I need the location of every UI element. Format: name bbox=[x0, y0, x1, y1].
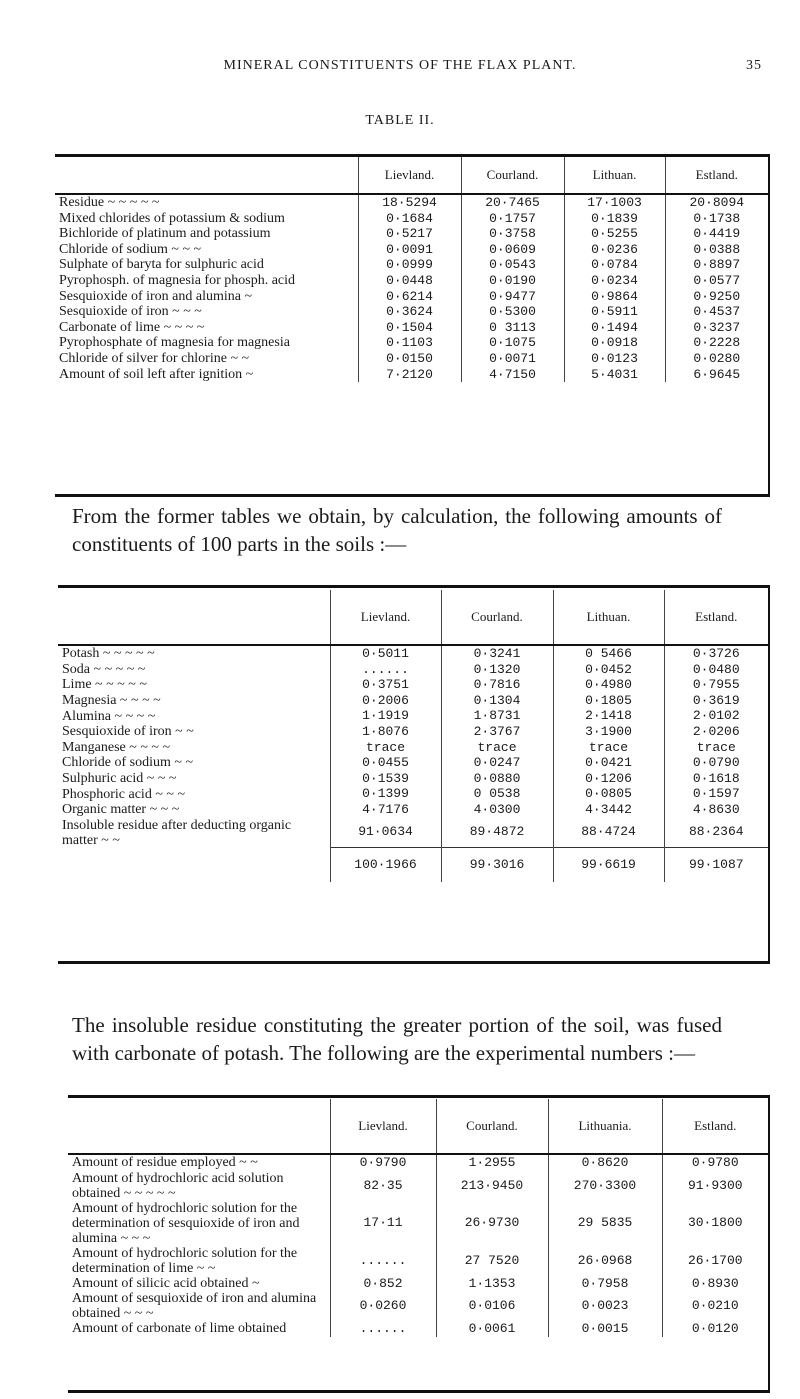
cell-value: 1·2955 bbox=[436, 1154, 548, 1171]
row-label: Manganese ~ ~ ~ ~ bbox=[62, 739, 171, 755]
row-label: Magnesia ~ ~ ~ ~ bbox=[62, 693, 161, 709]
cell-value: 4·3442 bbox=[553, 802, 664, 818]
cell-value: 0·9780 bbox=[662, 1154, 768, 1171]
cell-value: 0·1399 bbox=[330, 786, 441, 802]
table1-corner bbox=[55, 157, 358, 194]
row-label: Potash ~ ~ ~ ~ ~ bbox=[62, 646, 155, 662]
table-row bbox=[55, 335, 768, 351]
cell-value: 0·0123 bbox=[564, 351, 665, 367]
cell-value: 4·0300 bbox=[441, 802, 553, 818]
cell-value: 4·7150 bbox=[461, 367, 564, 383]
table-row bbox=[58, 662, 768, 678]
table-row bbox=[68, 1321, 768, 1337]
table-row bbox=[58, 771, 768, 787]
totals-row bbox=[58, 848, 768, 883]
cell-value: 213·9450 bbox=[436, 1171, 548, 1201]
cell-value: 0·1206 bbox=[553, 771, 664, 787]
cell-value: 0·3237 bbox=[665, 320, 768, 336]
cell-value: 20·8094 bbox=[665, 194, 768, 211]
cell-value: 91·0634 bbox=[330, 818, 441, 848]
cell-value: 0·4537 bbox=[665, 304, 768, 320]
table-row bbox=[58, 802, 768, 818]
table2-corner bbox=[58, 590, 330, 645]
cell-value: 30·1800 bbox=[662, 1201, 768, 1246]
col-header: Lithuania. bbox=[548, 1099, 662, 1154]
cell-value: 0·0260 bbox=[330, 1291, 436, 1321]
table-row bbox=[55, 289, 768, 305]
row-label: Amount of hydrochloric solution for the determination of sesquioxide of iron and alumina ~ ~ ~ bbox=[72, 1200, 300, 1246]
table-row bbox=[58, 818, 768, 848]
cell-value: 0·1597 bbox=[664, 786, 768, 802]
cell-value: 0·3241 bbox=[441, 645, 553, 662]
row-label: Phosphoric acid ~ ~ ~ bbox=[62, 786, 186, 802]
cell-value: 0·0880 bbox=[441, 771, 553, 787]
row-label: Amount of carbonate of lime obtained bbox=[72, 1321, 287, 1337]
cell-value: 0·3726 bbox=[664, 645, 768, 662]
cell-value: 0·1504 bbox=[358, 320, 461, 336]
cell-value: 0·6214 bbox=[358, 289, 461, 305]
cell-value: 88·2364 bbox=[664, 818, 768, 848]
paragraph-1: From the former tables we obtain, by calculation, the following amounts of constituents of 100 parts in the soils :— bbox=[72, 504, 722, 556]
table-row bbox=[55, 226, 768, 242]
row-label: Amount of silicic acid obtained ~ bbox=[72, 1275, 260, 1291]
cell-value: 0·8897 bbox=[665, 257, 768, 273]
cell-value: 0·0448 bbox=[358, 273, 461, 289]
cell-value: 0·0120 bbox=[662, 1321, 768, 1337]
cell-value: 0·0023 bbox=[548, 1291, 662, 1321]
cell-value: 0·0280 bbox=[665, 351, 768, 367]
col-header: Courland. bbox=[441, 590, 553, 645]
cell-value: 0·0790 bbox=[664, 755, 768, 771]
table-row bbox=[55, 211, 768, 227]
table-row bbox=[68, 1171, 768, 1201]
cell-value: 0·1839 bbox=[564, 211, 665, 227]
cell-value: 0·0015 bbox=[548, 1321, 662, 1337]
cell-value: 26·1700 bbox=[662, 1246, 768, 1276]
cell-value: 17·1003 bbox=[564, 194, 665, 211]
table-row bbox=[55, 304, 768, 320]
cell-value: 0·1075 bbox=[461, 335, 564, 351]
table-row bbox=[55, 257, 768, 273]
table-row bbox=[58, 755, 768, 771]
table-constituents bbox=[58, 590, 768, 882]
cell-value: 0·3758 bbox=[461, 226, 564, 242]
cell-value: 0·5300 bbox=[461, 304, 564, 320]
table-row bbox=[55, 367, 768, 383]
cell-value: 0·5011 bbox=[330, 645, 441, 662]
cell-value: 7·2120 bbox=[358, 367, 461, 383]
cell-value: 0·7816 bbox=[441, 677, 553, 693]
row-label: Sesquioxide of iron ~ ~ ~ bbox=[59, 304, 202, 320]
row-label: Alumina ~ ~ ~ ~ bbox=[62, 708, 156, 724]
col-header: Lithuan. bbox=[553, 590, 664, 645]
running-header bbox=[0, 58, 800, 80]
cell-value: trace bbox=[330, 740, 441, 756]
cell-value: 0·9477 bbox=[461, 289, 564, 305]
cell-value: 0·1757 bbox=[461, 211, 564, 227]
cell-value: 0·9790 bbox=[330, 1154, 436, 1171]
cell-value: 6·9645 bbox=[665, 367, 768, 383]
cell-value: 1·8076 bbox=[330, 724, 441, 740]
cell-value: 0 0538 bbox=[441, 786, 553, 802]
col-header: Estland. bbox=[662, 1099, 768, 1154]
cell-value: 0·5217 bbox=[358, 226, 461, 242]
cell-value: 4·8630 bbox=[664, 802, 768, 818]
cell-value: 0·0452 bbox=[553, 662, 664, 678]
cell-value: 0·0421 bbox=[553, 755, 664, 771]
cell-value: 27 7520 bbox=[436, 1246, 548, 1276]
cell-value: 0·0091 bbox=[358, 242, 461, 258]
cell-value: 0·0999 bbox=[358, 257, 461, 273]
cell-value: 0 3113 bbox=[461, 320, 564, 336]
table-row bbox=[58, 708, 768, 724]
row-label: Organic matter ~ ~ ~ bbox=[62, 802, 180, 818]
table-row bbox=[58, 677, 768, 693]
cell-value: 2·1418 bbox=[553, 708, 664, 724]
cell-value: 0·0190 bbox=[461, 273, 564, 289]
cell-value: 0·0106 bbox=[436, 1291, 548, 1321]
cell-value: 0·0609 bbox=[461, 242, 564, 258]
running-title: MINERAL CONSTITUENTS OF THE FLAX PLANT. bbox=[223, 58, 577, 73]
cell-value: 1·8731 bbox=[441, 708, 553, 724]
cell-value: 0·7958 bbox=[548, 1276, 662, 1292]
table-row bbox=[58, 693, 768, 709]
cell-value: 1·1353 bbox=[436, 1276, 548, 1292]
table-row bbox=[58, 740, 768, 756]
cell-value: 0·1103 bbox=[358, 335, 461, 351]
cell-value: 17·11 bbox=[330, 1201, 436, 1246]
row-label: Lime ~ ~ ~ ~ ~ bbox=[62, 677, 147, 693]
cell-value: 26·0968 bbox=[548, 1246, 662, 1276]
cell-value: trace bbox=[664, 740, 768, 756]
row-label: Mixed chlorides of potassium & sodium bbox=[59, 210, 285, 226]
row-label: Amount of hydrochloric solution for the determination of lime ~ ~ bbox=[72, 1245, 298, 1276]
table-row bbox=[68, 1291, 768, 1321]
cell-value: 0·5911 bbox=[564, 304, 665, 320]
row-label: Sesquioxide of iron ~ ~ bbox=[62, 724, 194, 740]
col-header: Courland. bbox=[436, 1099, 548, 1154]
row-label: Bichloride of platinum and potassium bbox=[59, 226, 271, 242]
table-row bbox=[55, 273, 768, 289]
col-header: Estland. bbox=[664, 590, 768, 645]
table-ii bbox=[55, 157, 768, 382]
cell-value: 2·0206 bbox=[664, 724, 768, 740]
cell-value: 4·7176 bbox=[330, 802, 441, 818]
table-row bbox=[55, 351, 768, 367]
cell-value: 0·0480 bbox=[664, 662, 768, 678]
cell-value: 0·2006 bbox=[330, 693, 441, 709]
cell-value: 0·1304 bbox=[441, 693, 553, 709]
total-value: 99·3016 bbox=[441, 848, 553, 883]
cell-value: 0·1618 bbox=[664, 771, 768, 787]
row-label: Pyrophosphate of magnesia for magnesia bbox=[59, 335, 290, 351]
table-row bbox=[58, 645, 768, 662]
cell-value: 0·7955 bbox=[664, 677, 768, 693]
cell-value: 1·1919 bbox=[330, 708, 441, 724]
table-row bbox=[55, 242, 768, 258]
cell-value: 0 5466 bbox=[553, 645, 664, 662]
page-number: 35 bbox=[746, 58, 762, 73]
cell-value: 0·1320 bbox=[441, 662, 553, 678]
cell-value: 0·0784 bbox=[564, 257, 665, 273]
cell-value: 29 5835 bbox=[548, 1201, 662, 1246]
total-value: 99·1087 bbox=[664, 848, 768, 883]
row-label: Chloride of silver for chlorine ~ ~ bbox=[59, 350, 250, 366]
row-label: Amount of soil left after ignition ~ bbox=[59, 366, 254, 382]
col-header: Lithuan. bbox=[564, 157, 665, 194]
cell-value: 0·3624 bbox=[358, 304, 461, 320]
cell-value: ...... bbox=[330, 1321, 436, 1337]
row-label: Amount of hydrochloric acid solution obtained ~ ~ ~ ~ ~ bbox=[72, 1170, 284, 1201]
cell-value: trace bbox=[553, 740, 664, 756]
cell-value: 0·0247 bbox=[441, 755, 553, 771]
cell-value: 89·4872 bbox=[441, 818, 553, 848]
cell-value: 0·0805 bbox=[553, 786, 664, 802]
total-value: 100·1966 bbox=[330, 848, 441, 883]
row-label: Residue ~ ~ ~ ~ ~ bbox=[59, 195, 160, 210]
table-row bbox=[68, 1276, 768, 1292]
totals-label-cell bbox=[58, 848, 330, 883]
table-row bbox=[68, 1201, 768, 1246]
cell-value: 0·0388 bbox=[665, 242, 768, 258]
row-label: Amount of residue employed ~ ~ bbox=[72, 1155, 258, 1171]
cell-value: 91·9300 bbox=[662, 1171, 768, 1201]
cell-value: 0·1494 bbox=[564, 320, 665, 336]
table-row bbox=[58, 786, 768, 802]
row-label: Sulphuric acid ~ ~ ~ bbox=[62, 771, 177, 787]
cell-value: 0·0455 bbox=[330, 755, 441, 771]
cell-value: 0·1539 bbox=[330, 771, 441, 787]
cell-value: 3·1900 bbox=[553, 724, 664, 740]
col-header: Lievland. bbox=[330, 590, 441, 645]
cell-value: 2·0102 bbox=[664, 708, 768, 724]
col-header: Lievland. bbox=[358, 157, 461, 194]
cell-value: 0·4419 bbox=[665, 226, 768, 242]
row-label: Insoluble residue after deducting organic matter ~ ~ bbox=[62, 817, 292, 848]
row-label: Carbonate of lime ~ ~ ~ ~ bbox=[59, 319, 205, 335]
cell-value: 0·0918 bbox=[564, 335, 665, 351]
col-header: Lievland. bbox=[330, 1099, 436, 1154]
row-label: Chloride of sodium ~ ~ ~ bbox=[59, 241, 202, 257]
cell-value: ...... bbox=[330, 662, 441, 678]
table-row bbox=[55, 194, 768, 211]
cell-value: 0·0210 bbox=[662, 1291, 768, 1321]
cell-value: 5·4031 bbox=[564, 367, 665, 383]
cell-value: 0·8620 bbox=[548, 1154, 662, 1171]
table-experimental bbox=[68, 1099, 768, 1337]
col-header: Estland. bbox=[665, 157, 768, 194]
cell-value: 0·0061 bbox=[436, 1321, 548, 1337]
total-value: 99·6619 bbox=[553, 848, 664, 883]
table3-corner bbox=[68, 1099, 330, 1154]
table-row bbox=[55, 320, 768, 336]
row-label: Chloride of sodium ~ ~ bbox=[62, 755, 194, 771]
cell-value: 0·1738 bbox=[665, 211, 768, 227]
cell-value: 0·2228 bbox=[665, 335, 768, 351]
row-label: Pyrophosph. of magnesia for phosph. acid bbox=[59, 272, 296, 288]
cell-value: trace bbox=[441, 740, 553, 756]
cell-value: 0·3619 bbox=[664, 693, 768, 709]
cell-value: 270·3300 bbox=[548, 1171, 662, 1201]
table-row bbox=[68, 1246, 768, 1276]
paragraph-2: The insoluble residue constituting the greater portion of the soil, was fused with carbonate of potash. The following are the experimental numbers :— bbox=[72, 1013, 722, 1065]
cell-value: 0·0543 bbox=[461, 257, 564, 273]
cell-value: 18·5294 bbox=[358, 194, 461, 211]
cell-value: 0·9864 bbox=[564, 289, 665, 305]
cell-value: 88·4724 bbox=[553, 818, 664, 848]
cell-value: 0·0236 bbox=[564, 242, 665, 258]
row-label: Sulphate of baryta for sulphuric acid bbox=[59, 257, 264, 273]
cell-value: ...... bbox=[330, 1246, 436, 1276]
cell-value: 0·3751 bbox=[330, 677, 441, 693]
cell-value: 0·0234 bbox=[564, 273, 665, 289]
cell-value: 2·3767 bbox=[441, 724, 553, 740]
row-label: Soda ~ ~ ~ ~ ~ bbox=[62, 661, 146, 677]
cell-value: 20·7465 bbox=[461, 194, 564, 211]
cell-value: 0·9250 bbox=[665, 289, 768, 305]
cell-value: 26·9730 bbox=[436, 1201, 548, 1246]
cell-value: 0·0577 bbox=[665, 273, 768, 289]
cell-value: 0·0150 bbox=[358, 351, 461, 367]
table-row bbox=[68, 1154, 768, 1171]
cell-value: 0·852 bbox=[330, 1276, 436, 1292]
cell-value: 82·35 bbox=[330, 1171, 436, 1201]
table-title: TABLE II. bbox=[365, 113, 435, 128]
row-label: Amount of sesquioxide of iron and alumina obtained ~ ~ ~ bbox=[72, 1291, 317, 1322]
cell-value: 0·4980 bbox=[553, 677, 664, 693]
cell-value: 0·5255 bbox=[564, 226, 665, 242]
cell-value: 0·1684 bbox=[358, 211, 461, 227]
row-label: Sesquioxide of iron and alumina ~ bbox=[59, 288, 253, 304]
cell-value: 0·1805 bbox=[553, 693, 664, 709]
col-header: Courland. bbox=[461, 157, 564, 194]
table-row bbox=[58, 724, 768, 740]
cell-value: 0·0071 bbox=[461, 351, 564, 367]
cell-value: 0·8930 bbox=[662, 1276, 768, 1292]
